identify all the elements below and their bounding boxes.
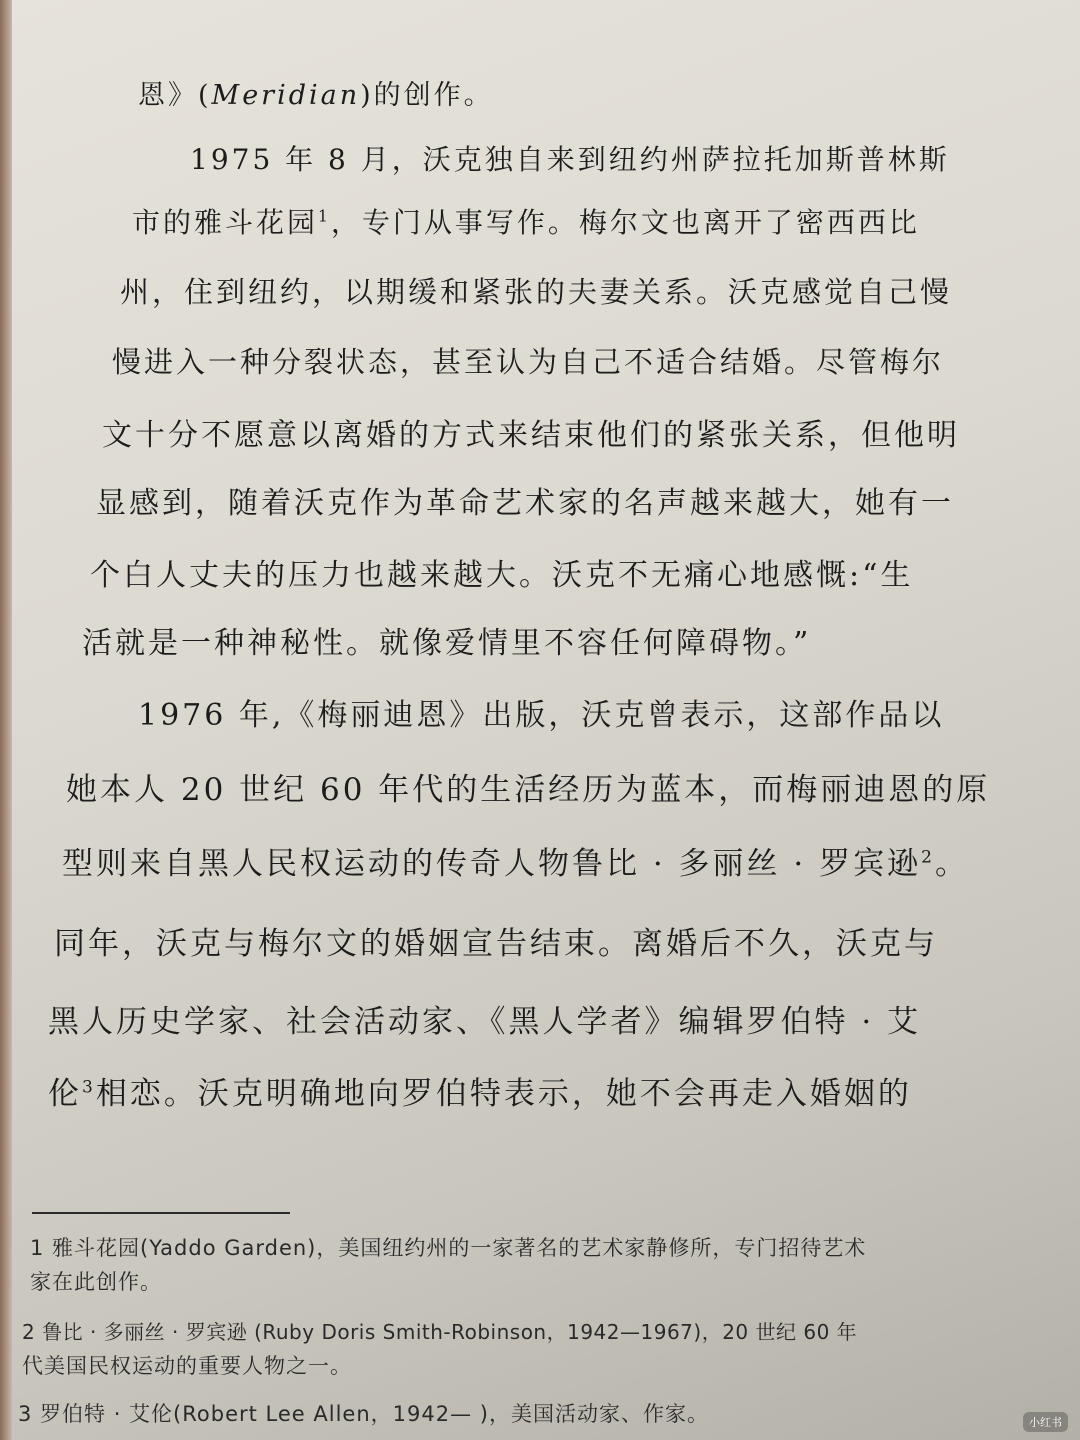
- body-text-span: 市的雅斗花园: [132, 206, 319, 239]
- footnote-divider: [32, 1212, 290, 1214]
- body-line: 显感到，随着沃克作为革命艺术家的名声越来越大，她有一: [96, 486, 954, 521]
- body-text-span: 恩》(: [138, 80, 212, 111]
- body-text-span: 相恋。沃克明确地向罗伯特表示，她不会再走入婚姻的: [95, 1076, 912, 1112]
- footnote-marker: 1: [318, 207, 331, 226]
- body-line: 活就是一种神秘性。就像爱情里不容任何障碍物。”: [82, 626, 812, 661]
- body-text-span: )的创作。: [360, 80, 494, 111]
- body-line: 文十分不愿意以离婚的方式来结束他们的紧张关系，但他明: [102, 418, 960, 453]
- footnote-2: 2 鲁比 · 多丽丝 · 罗宾逊 (Ruby Doris Smith-Robinson，1942—1967)，20 世纪 60 年: [22, 1320, 858, 1344]
- page-edge: [0, 0, 12, 1440]
- body-line: [138, 73, 494, 112]
- body-text-span: 型则来自黑人民权运动的传奇人物鲁比 · 多丽丝 · 罗宾逊: [62, 846, 922, 882]
- body-line: 1975 年 8 月，沃克独自来到纽约州萨拉托加斯普林斯: [190, 143, 950, 176]
- body-line: 慢进入一种分裂状态，甚至认为自己不适合结婚。尽管梅尔: [112, 345, 945, 379]
- body-line: [62, 838, 969, 883]
- footnote-marker: 2: [921, 847, 935, 868]
- footnote-2-cont: 代美国民权运动的重要人物之一。: [22, 1354, 352, 1378]
- footnote-1: 1 雅斗花园(Yaddo Garden)，美国纽约州的一家著名的艺术家静修所，专门招待艺术: [30, 1236, 867, 1260]
- body-line: 1976 年,《梅丽迪恩》出版，沃克曾表示，这部作品以: [138, 698, 945, 733]
- body-line: 州，住到纽约，以期缓和紧张的夫妻关系。沃克感觉自己慢: [120, 275, 953, 309]
- italic-title: Meridian: [211, 80, 361, 111]
- body-text-span: 伦: [48, 1076, 82, 1112]
- body-line: 同年，沃克与梅尔文的婚姻宣告结束。离婚后不久，沃克与: [54, 926, 938, 962]
- body-line: 她本人 20 世纪 60 年代的生活经历为蓝本，而梅丽迪恩的原: [66, 772, 991, 808]
- body-text-span: 。: [934, 846, 969, 882]
- body-line: [132, 201, 920, 241]
- body-line: 黑人历史学家、社会活动家、《黑人学者》编辑罗伯特 · 艾: [48, 1004, 922, 1040]
- body-line: [48, 1068, 912, 1113]
- footnote-1-cont: 家在此创作。: [30, 1270, 162, 1294]
- body-line: 个白人丈夫的压力也越来越大。沃克不无痛心地感慨:“生: [90, 558, 914, 593]
- footnote-3: 3 罗伯特 · 艾伦(Robert Lee Allen，1942— )，美国活动家、作家。: [18, 1402, 709, 1426]
- body-text-span: ，专门从事写作。梅尔文也离开了密西西比: [330, 206, 920, 239]
- footnote-marker: 3: [82, 1077, 96, 1098]
- watermark: 小红书: [1023, 1412, 1068, 1432]
